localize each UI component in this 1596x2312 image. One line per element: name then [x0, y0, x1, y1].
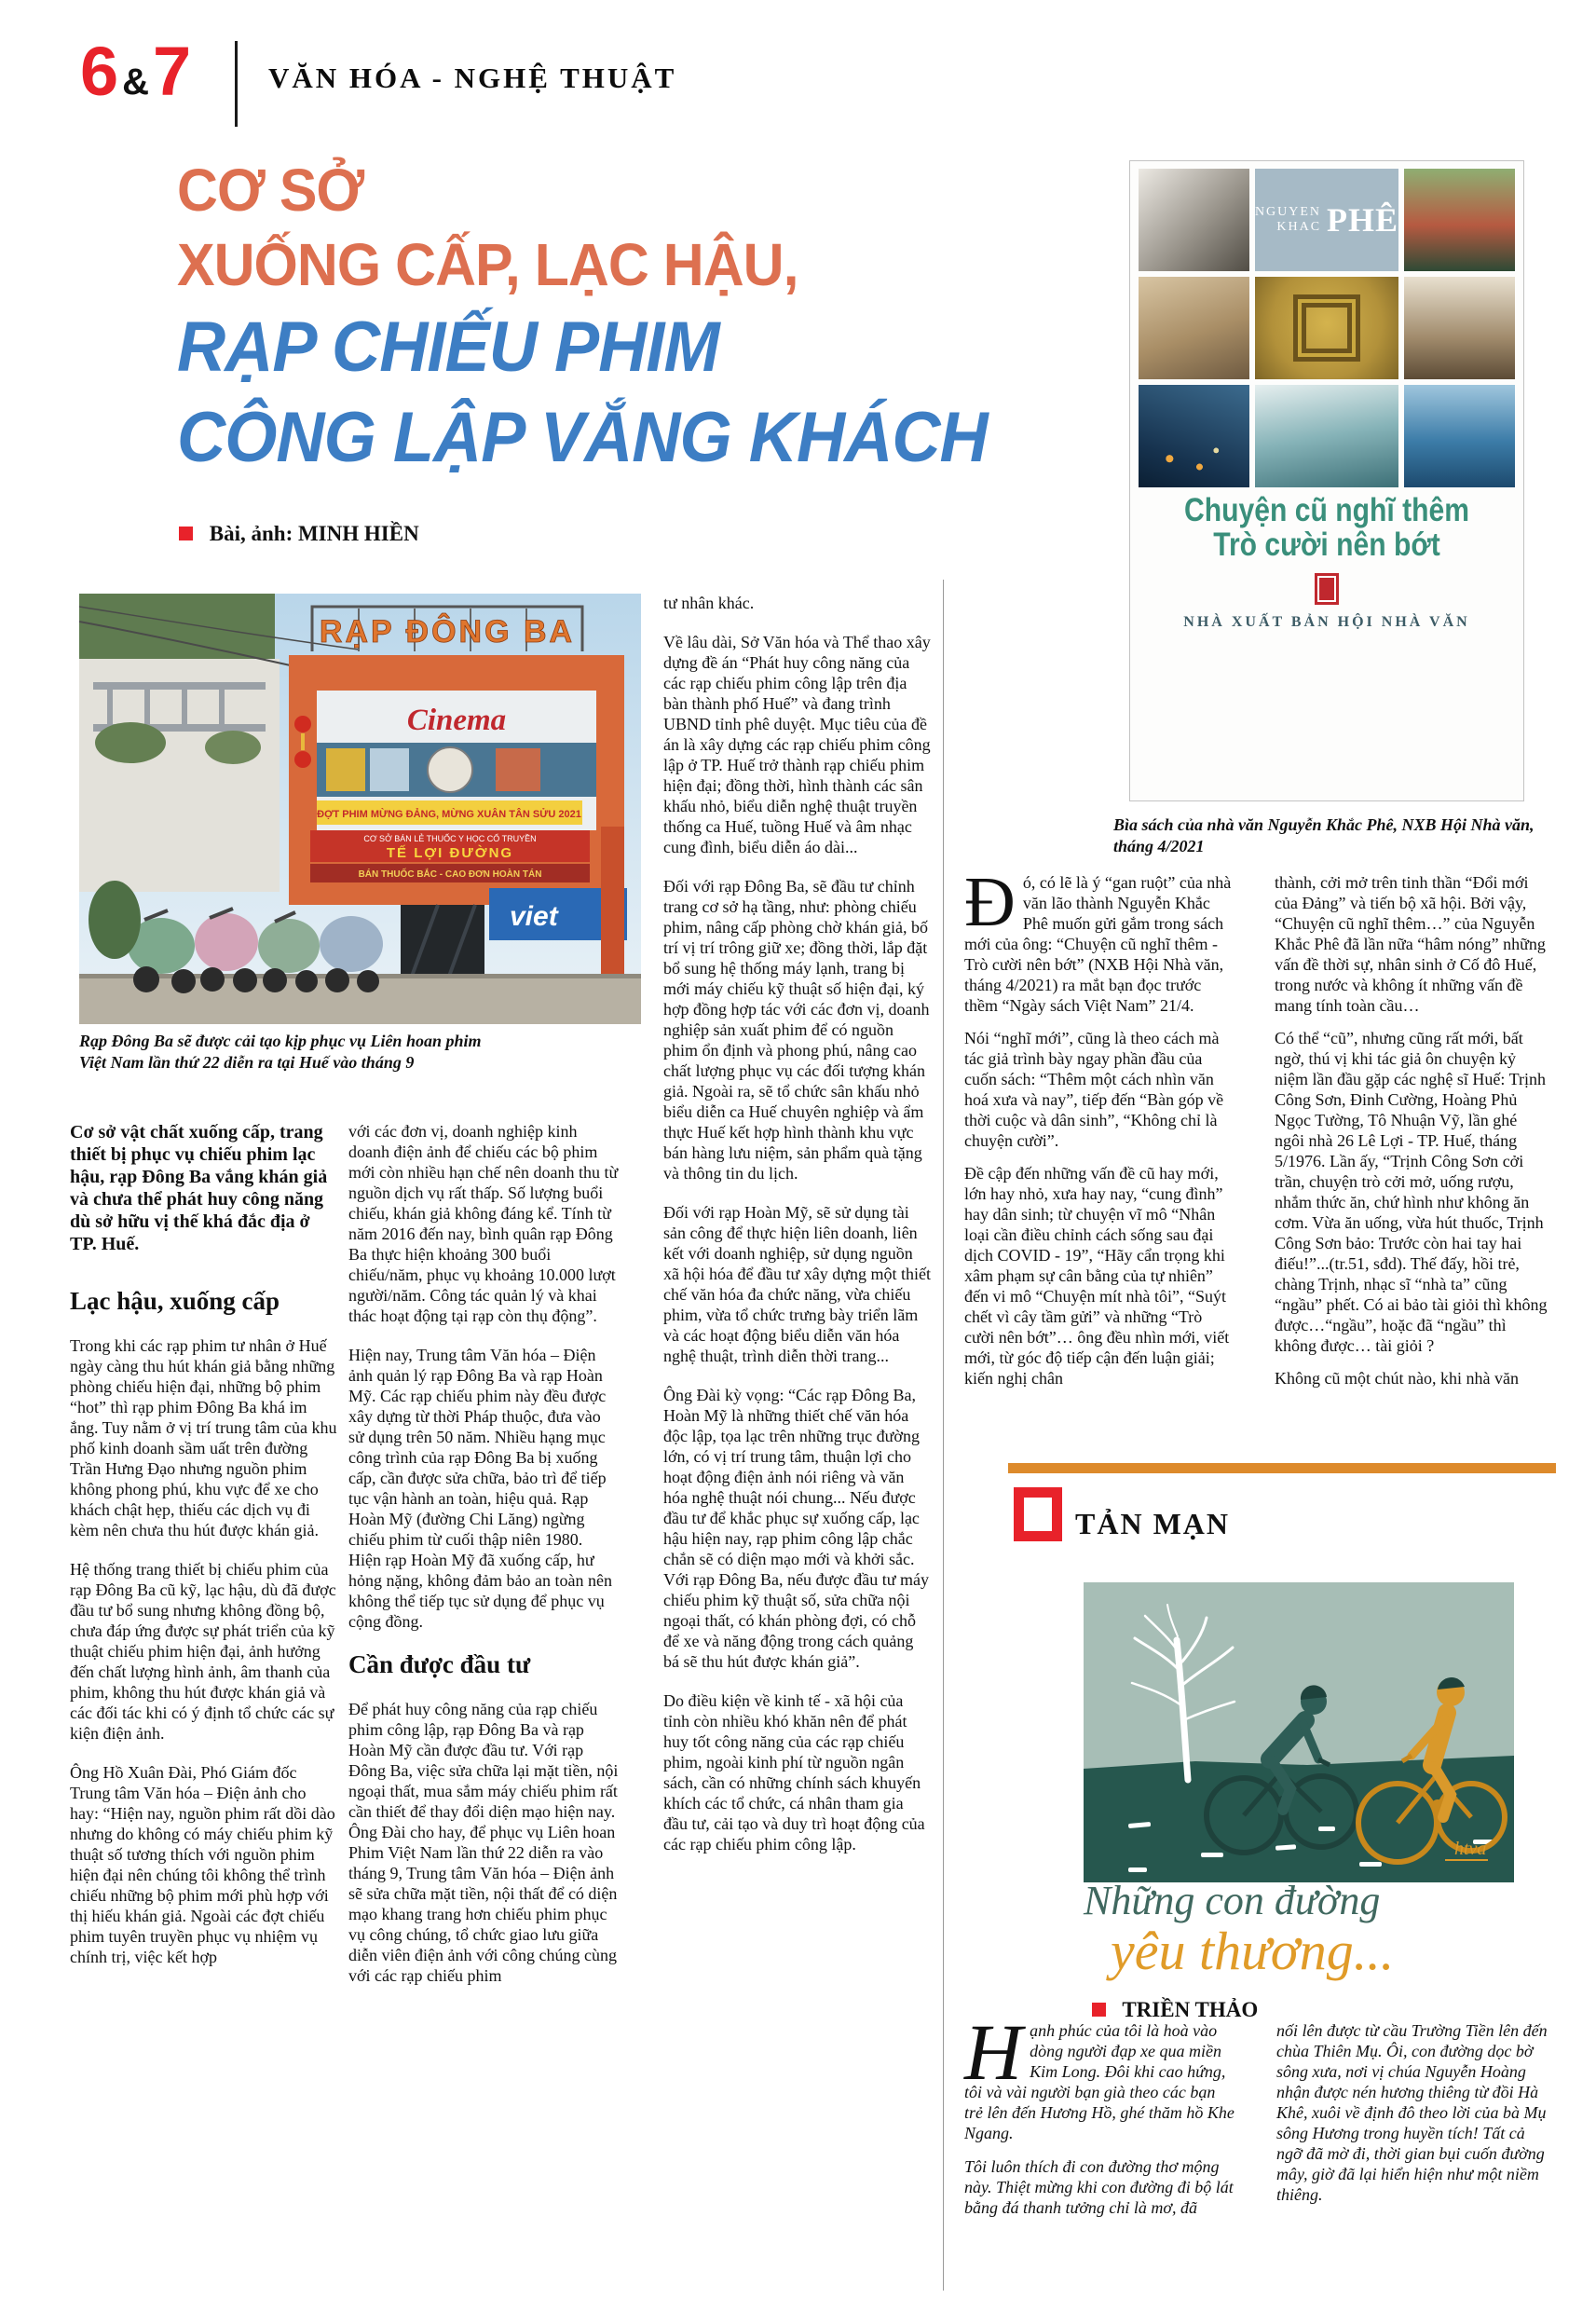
main-article-column-1	[70, 1121, 338, 1986]
illustration-signature: htva	[1454, 1839, 1487, 1859]
book-title-line1: Chuyện cũ nghĩ thêm	[1183, 492, 1470, 528]
body-paragraph: Ông Hồ Xuân Đài, Phó Giám đốc Trung tâm Văn hóa – Điện ảnh cho hay: “Hiện nay, nguồn phim rất dồi dào nhưng do không có máy chiếu phim kỹ thuật số tương thích với nguồn phim hiện đại nên chúng tôi không thể trình chiếu những bộ phim mới phù hợp với thị hiếu khán giả. Ngoài các đợt chiếu phim tuyên truyền phục vụ nhiệm vụ chính trị, việc kết hợp	[70, 1763, 335, 1966]
headline-line-4: CÔNG LẬP VẮNG KHÁCH	[177, 398, 988, 477]
tanman-section-label	[1014, 1487, 1230, 1541]
tanman-byline-text: TRIỀN THẢO	[1122, 1998, 1259, 2021]
cover-author-tile	[1255, 169, 1398, 271]
page-number-right: 7	[153, 33, 192, 110]
book-article-column-1	[964, 863, 1235, 1401]
page-number	[80, 33, 192, 110]
body-paragraph	[964, 863, 1235, 1016]
cover-photo-royal-seal	[1255, 277, 1398, 379]
cinema-photo-illustration	[79, 594, 641, 1024]
publisher-logo-icon	[1315, 573, 1339, 605]
page-number-left: 6	[80, 33, 119, 110]
main-byline-text: Bài, ảnh: MINH HIỀN	[209, 522, 419, 545]
cover-photo-pavilion	[1139, 169, 1249, 271]
paragraph-text: ó, có lẽ là ý “gan ruột” của nhà văn lão thành Nguyễn Khắc Phê muốn gửi gắm trong sách mới của ông: “Chuyện cũ nghĩ thêm - Trò cười nên bớt” (NXB Hội Nhà văn, tháng 4/2021) ra mắt bạn đọc trước thềm “Ngày sách Việt Nam” 21/4.	[964, 873, 1232, 1015]
body-paragraph: Trong khi các rạp phim tư nhân ở Huế ngày càng thu hút khán giả bằng những phòng chiếu hiện đại, những bộ phim “hot” thì rạp phim Đông Ba khá im ắng. Tuy nằm ở vị trí trung tâm của khu phố kinh doanh sầm uất trên đường Trần Hưng Đạo nhưng nguồn phim không phong phú, khu vực để xe cho khách chật hẹp, thiếu các dịch vụ đi kèm nên chưa thu hút được khán giả.	[70, 1336, 337, 1539]
tanman-column-2	[1276, 2020, 1552, 2218]
tanman-frame-icon	[1014, 1487, 1062, 1541]
subhead-lac-hau: Lạc hậu, xuống cấp	[70, 1287, 280, 1315]
seal-icon	[1293, 294, 1360, 362]
body-paragraph: Do điều kiện về kinh tế - xã hội của tỉnh còn nhiều khó khăn nên để phát huy tốt công năng của các rạp chiếu phim, ngoài kinh phí từ nguồn ngân sách, cần có những chính sách khuyến khích các tổ chức, cá nhân tham gia đầu tư, cải tạo và duy trì hoạt động của các rạp chiếu phim công lập.	[663, 1691, 925, 1854]
main-article-column-2	[348, 1121, 619, 2004]
pharmacy-sign-text: TẾ LỢI ĐƯỜNG	[386, 845, 514, 861]
body-paragraph: Đối với rạp Hoàn Mỹ, sẽ sử dụng tài sản công để thực hiện liên doanh, liên kết với doanh nghiệp, sử dụng nguồn xã hội hóa để đầu tư xây dựng một thiết chế văn hóa đa chức năng, vừa chiếu phim, vừa tổ chức trưng bày triển lãm và các hoạt động biểu diễn văn hóa nghệ thuật, trình diễn thời trang...	[663, 1203, 931, 1365]
section-rule	[1008, 1463, 1556, 1473]
body-paragraph: với các đơn vị, doanh nghiệp kinh doanh điện ảnh để chiếu các bộ phim mới còn nhiều hạn chế nên doanh thu từ nguồn dịch vụ rất thấp. Số lượng buổi chiếu, khán giả không đáng kể. Tính từ năm 2016 đến nay, bình quân rạp Đông Ba thực hiện khoảng 300 buổi chiếu/năm, phục vụ khoảng 10.000 lượt người/năm. Công tác quản lý và khai thác hoạt động tại rạp còn thụ động”.	[348, 1122, 619, 1325]
cover-photo-museum	[1404, 277, 1515, 379]
body-paragraph: nối lên được từ cầu Trường Tiền lên đến chùa Thiên Mụ. Ôi, con đường dọc bờ sông xưa, nơi vị chúa Nguyễn Hoàng nhận được nén hương thiêng từ đồi Hà Khê, xuôi về định đô theo lời của bà Mụ sông Hương trong huyền tích! Tất cả ngỡ đã mờ đi, thời gian bụi cuốn đường mây, giờ đã lại hiển hiện như một niềm thiêng.	[1276, 2021, 1548, 2204]
main-byline	[179, 522, 419, 546]
body-paragraph: Hệ thống trang thiết bị chiếu phim của rạp Đông Ba cũ kỹ, lạc hậu, dù đã được đầu tư bổ sung nhưng không đồng bộ, chưa đáp ứng được sự phát triển của kỹ thuật chiếu phim hiện đại, ảnh hưởng đến chất lượng hình ảnh, âm thanh của phim, không thu hút được khán giả và các đối tác khi có ý định tổ chức các sự kiện điện ảnh.	[70, 1560, 336, 1743]
headline-line-2: XUỐNG CẤP, LẠC HẬU,	[177, 231, 798, 298]
cinema-sign-text: Cinema	[406, 704, 507, 737]
body-paragraph: Ông Đài kỳ vọng: “Các rạp Đông Ba, Hoàn Mỹ là những thiết chế văn hóa độc lập, tọa lạc trên những trục đường lớn, có vị trí trung tâm, thuận lợi cho hoạt động điện ảnh nói riêng và văn hóa nghệ thuật nói chung... Nếu được đầu tư để khắc phục sự xuống cấp, lạc hậu hiện nay, rạp phim công lập chắc chắn sẽ có diện mạo mới và khởi sắc. Với rạp Đông Ba, nếu được đầu tư máy chiếu phim kỹ thuật số, sửa chữa nội ngoại thất, có khán phòng đợi, có chỗ để xe và năng động trong cách quảng bá sẽ thu hút được khán giả”.	[663, 1386, 929, 1671]
pharmacy-sign-small-text: CƠ SỞ BÁN LẺ THUỐC Y HỌC CỔ TRUYỀN	[363, 834, 537, 843]
paragraph-text: ạnh phúc của tôi là hoà vào dòng người đạp xe qua miền Kim Long. Đôi khi cao hứng, tôi và vài người bạn già theo các bạn trẻ lên đến Hương Hồ, ghé thăm hồ Khe Ngang.	[964, 2021, 1235, 2142]
pharmacy-sign2-text: BÁN THUỐC BẮC - CAO ĐƠN HOÀN TÁN	[358, 869, 542, 880]
cover-author-line2: KHAC	[1276, 220, 1322, 234]
cinema-photo	[79, 594, 641, 1024]
body-paragraph: Về lâu dài, Sở Văn hóa và Thể thao xây dựng đề án “Phát huy công năng của các rạp chiếu phim công lập trên địa bàn thành phố Huế” và đang trình UBND tỉnh phê duyệt. Mục tiêu của đề án là xây dựng các rạp chiếu phim công lập ở TP. Huế trở thành rạp chiếu phim hiện đại; đồng thời, hình thành các sân khấu nhỏ, biểu diễn nghệ thuật truyền thống ca Huế, tuồng Huế và âm nhạc cung đình, biểu diễn áo dài...	[663, 633, 931, 856]
body-paragraph: Đối với rạp Đông Ba, sẽ đầu tư chỉnh trang cơ sở hạ tầng, như: phòng chiếu phim, nâng cấp phòng chờ khán giả, bố trí vị trí trông giữ xe; đồng thời, lắp đặt bổ sung hệ thống máy lạnh, trang bị mới máy chiếu kỹ thuật số hiện đại, ký hợp đồng hợp tác với các đơn vị, doanh nghiệp sản xuất phim để có nguồn phim ổn định và phong phú, nâng cao chất lượng phục vụ các đối tượng khán giả. Ngoài ra, sẽ tổ chức sân khấu nhỏ biểu diễn ca Huế chuyên nghiệp và ẩm thực Huế kết hợp hình thành khu vực bán hàng lưu niệm, sản phẩm quà tặng và thông tin du lịch.	[663, 877, 930, 1183]
main-article-column-3	[663, 593, 932, 1873]
dropcap-letter: H	[964, 2007, 1023, 2097]
tanman-title-line2: yêu thương...	[1111, 1921, 1395, 1981]
publisher-name: NHÀ XUẤT BẢN HỘI NHÀ VĂN	[1183, 614, 1470, 630]
cyclists-illustration	[1084, 1582, 1514, 1882]
cover-photo-scientist	[1255, 385, 1398, 487]
cover-photo-city-aerial	[1404, 385, 1515, 487]
column-divider	[943, 580, 944, 2291]
tanman-title-line1: Những con đường	[1084, 1878, 1381, 1923]
main-headline	[177, 153, 988, 483]
article-lead: Cơ sở vật chất xuống cấp, trang thiết bị phục vụ chiếu phim lạc hậu, rạp Đông Ba vắng khán giả và chưa thể phát huy công năng dù sở hữu vị thế khá đắc địa ở TP. Huế.	[70, 1122, 328, 1254]
body-paragraph: tư nhân khác.	[663, 594, 755, 612]
book-cover-caption: Bìa sách của nhà văn Nguyễn Khắc Phê, NXB Hội Nhà văn, tháng 4/2021	[1113, 815, 1535, 855]
cover-author-small	[1255, 205, 1321, 235]
body-paragraph: Không cũ một chút nào, khi nhà văn	[1275, 1369, 1519, 1388]
byline-bullet-icon	[1092, 2003, 1106, 2017]
cover-photo-old-mandarins	[1139, 277, 1249, 379]
cover-author-line1: NGUYEN	[1254, 205, 1322, 219]
book-cover-photo-grid	[1139, 169, 1515, 487]
subhead-can-duoc-dau-tu: Cần được đầu tư	[348, 1650, 531, 1678]
page-number-ampersand: &	[122, 62, 150, 103]
book-cover	[1129, 160, 1524, 801]
byline-bullet-icon	[179, 527, 193, 540]
cover-photo-citadel-gate	[1404, 169, 1515, 271]
body-paragraph: Tôi luôn thích đi con đường thơ mộng này. Thiệt mừng khi con đường đi bộ lát bằng đá thanh tưởng chỉ là mơ, đã	[964, 2157, 1234, 2217]
cyclists-illustration-svg	[1084, 1582, 1514, 1882]
body-paragraph: Hiện nay, Trung tâm Văn hóa – Điện ảnh quản lý rạp Đông Ba và rạp Hoàn Mỹ. Các rạp chiếu phim này đều được xây dựng từ thời Pháp thuộc, đưa vào sử dụng trên 50 năm. Nhiều hạng mục công trình của rạp Đông Ba bị xuống cấp, cần được sửa chữa, bảo trì để tiếp tục vận hành an toàn, hiệu quả. Rạp Hoàn Mỹ (đường Chi Lăng) ngừng chiếu phim từ cuối thập niên 1980. Hiện rạp Hoàn Mỹ đã xuống cấp, hư hỏng nặng, không đảm bảo an toàn nên không thể tiếp tục sử dụng để phục vụ cộng đồng.	[348, 1346, 612, 1631]
headline-line-1: CƠ SỞ	[177, 157, 364, 224]
cover-author-name: PHÊ	[1327, 201, 1399, 239]
body-paragraph: Để phát huy công năng của rạp chiếu phim công lập, rạp Đông Ba và rạp Hoàn Mỹ cần được đầu tư. Với rạp Đông Ba, việc sửa chữa lại mặt tiền, nội ngoại thất, mua sắm máy chiếu phim rất cần thiết để thay đổi diện mạo hiện nay. Ông Đài cho hay, để phục vụ Liên hoan Phim Việt Nam lần thứ 22 diễn ra vào tháng 9, Trung tâm Văn hóa – Điện ảnh sẽ sửa chữa mặt tiền, nội thất để có diện mạo khang trang hơn chiếu phim phục vụ công chúng, tổ chức giao lưu giữa diễn viên điện ảnh với công chúng cùng với các rạp chiếu phim	[348, 1700, 619, 1985]
headline-line-3: RẠP CHIẾU PHIM	[177, 308, 719, 387]
festival-banner-text: ĐỢT PHIM MỪNG ĐẢNG, MỪNG XUÂN TÂN SỬU 2021	[317, 809, 581, 820]
header-divider	[235, 41, 238, 127]
body-paragraph: thành, cởi mở trên tinh thần “Đổi mới của Đảng” và tiến bộ xã hội. Bởi vậy, “Chuyện cũ nghĩ thêm…” của Nguyễn Khắc Phê đã lần nữa “hâm nóng” những vấn đề thời sự, nhân sinh ở Cố đô Huế, trong nước và không ít những vấn đề mang tính toàn cầu…	[1275, 873, 1546, 1015]
cover-photo-river-lanterns	[1139, 385, 1249, 487]
tanman-label-text: TẢN MẠN	[1075, 1507, 1230, 1540]
book-title-line2: Trò cười nên bớt	[1213, 527, 1440, 563]
body-paragraph: Có thể “cũ”, nhưng cũng rất mới, bất ngờ, thú vị khi tác giả ôn chuyện kỷ niệm lần đầu gặp các nghệ sĩ Huế: Trịnh Công Sơn, Đinh Cường, Hoàng Phủ Ngọc Tường, Tô Nhuận Vỹ, lần ghé ngôi nhà 26 Lê Lợi - TP. Huế, tháng 5/1976. Lần ấy, “Trịnh Công Sơn cởi trần, chuyện trò cởi mở, uống rượu, nhắm thức ăn, chứ hình như không ăn cơm. Vừa ăn uống, vừa hút thuốc, Trịnh Công Sơn bảo: Trước còn hai tay hai điếu!”...(tr.51, sđd). Thế đấy, hồi trẻ, chàng Trịnh, nhạc sĩ “nhà ta” cũng “ngầu” phết. Có ai bảo tài giỏi thì không được…“ngầu”, hoặc đã “ngầu” thì không được… tài giỏi ?	[1275, 1029, 1548, 1355]
section-title: VĂN HÓA - NGHỆ THUẬT	[268, 62, 677, 94]
book-article-column-2	[1275, 872, 1550, 1401]
marquee-sign-text: RẠP ĐÔNG BA	[319, 614, 576, 650]
body-paragraph: Đề cập đến những vấn đề cũ hay mới, lớn hay nhỏ, xưa hay nay, “cung đình” hay dân sinh; từ chuyện vĩ mô “Nhân loại cần điều chỉnh cách sống sau đại dịch COVID - 19”, “Hãy cẩn trọng khi xâm phạm sự cân bằng của tự nhiên” đến vi mô “Chuyện mít nhà tôi”, “Suýt chết vì cây tầm gửi” và những “Trò cười nên bớt”… ông đều nhìn mới, viết mới, từ góc độ tiếp cận đến luận giải; kiến nghị chân	[964, 1164, 1230, 1388]
photo-caption: Rạp Đông Ba sẽ được cải tạo kịp phục vụ Liên hoan phim Việt Nam lần thứ 22 diễn ra tại Huế vào tháng 9	[79, 1032, 482, 1072]
body-paragraph: Nói “nghĩ mới”, cũng là theo cách mà tác giả trình bày ngay phần đầu của cuốn sách: “Thêm một cách nhìn văn hoá xưa và nay”, tiếp đến “Bàn góp về thời cuộc và dân sinh”, “Không chỉ là chuyện cười”.	[964, 1029, 1224, 1150]
telecom-sign-text: viet	[510, 901, 558, 932]
dropcap-letter: Đ	[964, 863, 1016, 941]
book-title	[1158, 493, 1496, 562]
tanman-byline	[1092, 1998, 1258, 2022]
